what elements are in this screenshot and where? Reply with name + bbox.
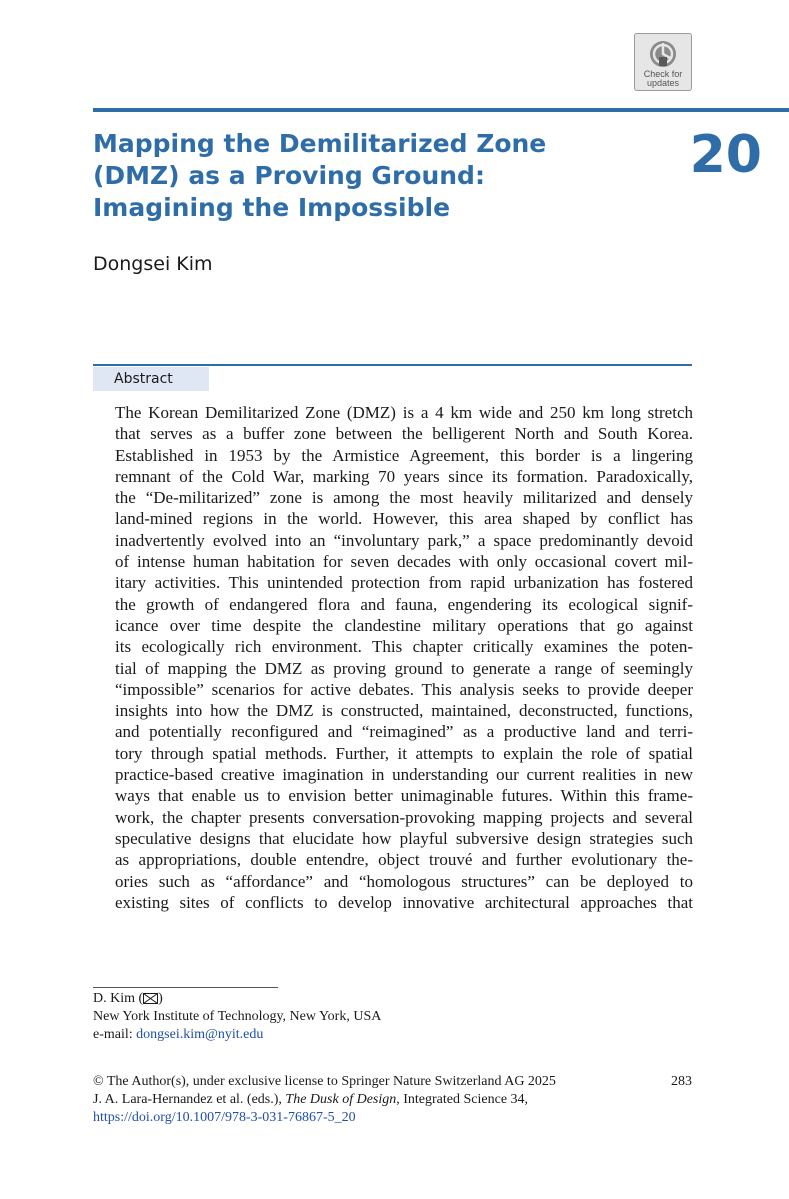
copyright-block xyxy=(93,1073,693,1127)
abstract-line: inadvertently evolved into an “involuntary park,” a space predominantly devoid xyxy=(115,530,693,550)
chapter-title: Mapping the Demilitarized Zone (DMZ) as a Proving Ground: Imagining the Impossible xyxy=(93,129,547,222)
chapter-top-rule xyxy=(93,108,789,112)
book-title: The Dusk of Design xyxy=(285,1092,397,1107)
citation-line xyxy=(93,1091,693,1109)
footnote-rule xyxy=(93,987,278,988)
abstract-line: land-mined regions in the world. However, this area shaped by conflict has xyxy=(115,509,693,529)
abstract-rule xyxy=(93,364,692,366)
abstract-line: the “De-militarized” zone is among the most heavily militarized and densely xyxy=(115,488,693,508)
abstract-label: Abstract xyxy=(93,367,209,391)
check-for-updates-badge[interactable] xyxy=(634,33,692,91)
footnote-affiliation: New York Institute of Technology, New York, USA xyxy=(93,1009,382,1024)
chapter-number: 20 xyxy=(689,125,762,185)
abstract-body xyxy=(115,402,693,913)
abstract-line: tial of mapping the DMZ as proving ground to generate a range of seemingly xyxy=(115,658,693,678)
envelope-icon xyxy=(143,993,158,1004)
copyright-line: © The Author(s), under exclusive license to Springer Nature Switzerland AG 2025 xyxy=(93,1074,556,1089)
footnote-author-line xyxy=(93,990,381,1008)
citation-series: , Integrated Science 34, xyxy=(396,1092,529,1107)
footnote-email-label: e-mail: xyxy=(93,1027,137,1042)
chapter-author: Dongsei Kim xyxy=(93,253,213,275)
abstract-line: work, the chapter presents conversation-provoking mapping projects and several xyxy=(115,807,693,827)
abstract-line: its ecologically rich environment. This chapter critically examines the poten- xyxy=(115,637,693,657)
abstract-line: the growth of endangered flora and fauna, engendering its ecological signif- xyxy=(115,594,693,614)
abstract-line: of intense human habitation for seven decades with only occasional covert mil- xyxy=(115,552,693,572)
doi-link[interactable]: https://doi.org/10.1007/978-3-031-76867-5_20 xyxy=(93,1110,356,1125)
abstract-line: as appropriations, double entendre, object trouvé and further evolutionary the- xyxy=(115,850,693,870)
abstract-line: icance over time despite the clandestine military operations that go against xyxy=(115,615,693,635)
citation-editors: J. A. Lara-Hernandez et al. (eds.), xyxy=(93,1092,286,1107)
footnote-author-suffix: ) xyxy=(158,991,163,1006)
abstract-line: practice-based creative imagination in understanding our current realities in new xyxy=(115,765,693,785)
check-for-updates-label: Check for updates xyxy=(643,69,683,88)
abstract-line: ways that enable us to envision better unimaginable futures. Within this frame- xyxy=(115,786,693,806)
abstract-line: Established in 1953 by the Armistice Agreement, this border is a lingering xyxy=(115,445,693,465)
abstract-line: tory through spatial methods. Further, it attempts to explain the role of spatial xyxy=(115,743,693,763)
abstract-line: speculative designs that elucidate how playful subversive design strategies such xyxy=(115,828,693,848)
abstract-line: existing sites of conflicts to develop innovative architectural approaches that xyxy=(115,892,693,912)
abstract-line: that serves as a buffer zone between the belligerent North and South Korea. xyxy=(115,424,693,444)
abstract-line: The Korean Demilitarized Zone (DMZ) is a 4 km wide and 250 km long stretch xyxy=(115,403,693,422)
author-footnote xyxy=(93,990,381,1044)
abstract-line: remnant of the Cold War, marking 70 years since its formation. Paradoxically, xyxy=(115,466,693,486)
footnote-email-line xyxy=(93,1026,381,1044)
abstract-line: insights into how the DMZ is constructed, maintained, deconstructed, functions, xyxy=(115,701,693,721)
abstract-line: “impossible” scenarios for active debates. This analysis seeks to provide deeper xyxy=(115,679,693,699)
page-number: 283 xyxy=(671,1074,692,1089)
check-for-updates-icon xyxy=(648,39,678,69)
abstract-line: itary activities. This unintended protection from rapid urbanization has fostered xyxy=(115,573,693,593)
abstract-line: ories such as “affordance” and “homologous structures” can be deployed to xyxy=(115,871,693,891)
abstract-line: and potentially reconfigured and “reimagined” as a productive land and terri- xyxy=(115,722,693,742)
author-email-link[interactable]: dongsei.kim@nyit.edu xyxy=(136,1027,264,1042)
footnote-author-name: D. Kim ( xyxy=(93,991,144,1006)
